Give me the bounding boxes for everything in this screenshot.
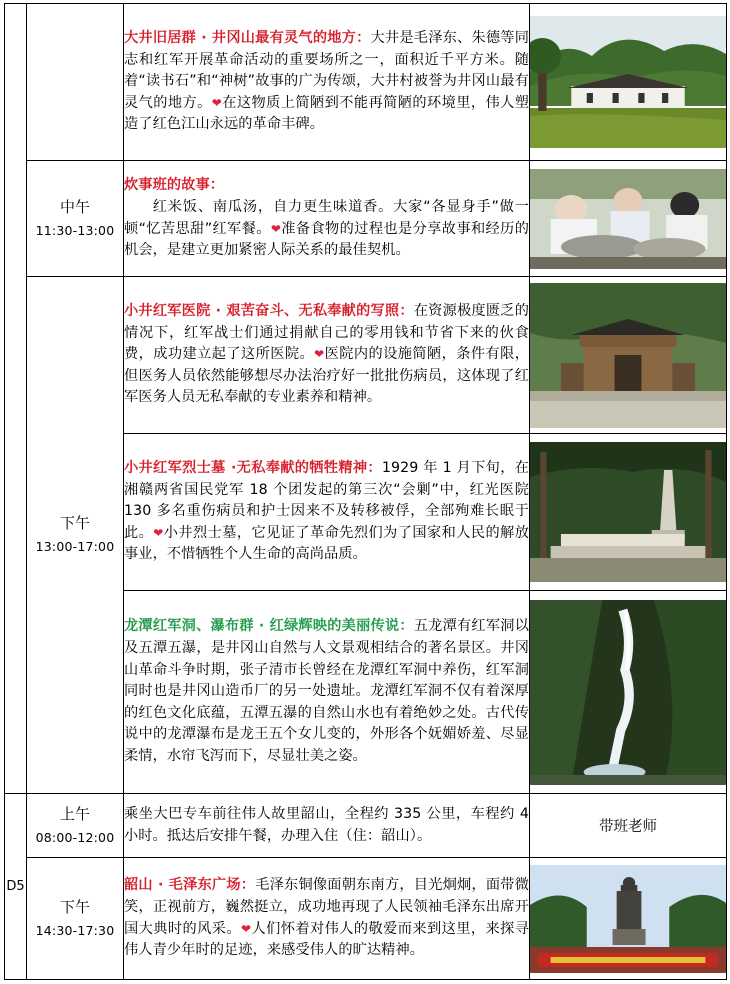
photo-cell [530,434,727,591]
cooking-photo-icon [530,169,726,269]
time-period: 下午 [59,514,90,532]
time-range: 11:30-13:00 [35,222,115,238]
heart-icon: ❤ [153,525,164,540]
village-photo-icon [530,16,726,148]
activity-dajing [124,4,530,161]
photo-cell [530,858,727,980]
day-label-d5: D5 [5,794,27,980]
waterfall-photo-icon [530,600,726,785]
time-period: 中午 [59,197,90,216]
time-range: 08:00-12:00 [35,829,115,845]
time-cell-empty [27,4,124,161]
activity-title: 炊事班的故事： [124,177,225,194]
activity-text: 红米饭、南瓜汤，自力更生味道香。大家“各显身手”做一顿“忆苦思甜”红军餐。 [124,198,529,237]
activity-title: 龙潭红军洞、瀑布群 · 红绿辉映的美丽传说： [124,618,414,635]
time-morning [27,794,124,858]
photo-cell [530,4,727,161]
activity-text: 毛泽东铜像面朝东南方，目光炯炯，面带微笑，正视前方，巍然挺立，成功地再现了人民领袖毛泽东出席开国大典时的风采。 [124,877,530,937]
table-row [5,794,727,858]
time-afternoon-1 [27,277,124,794]
table-row [5,277,727,434]
statue-photo-icon [530,865,726,973]
activity-bus [124,794,530,858]
activity-text: 在资源极度匮乏的情况下，红军战士们通过捐献自己的零用钱和节省下来的伙食费，成功建立起了这所医院。 [124,303,529,363]
activity-text: 在这物质上简陋到不能再简陋的环境里，伟人塑造了红色江山永远的革命丰碑。 [124,94,530,133]
table-row [5,4,727,161]
time-afternoon-2 [27,858,124,980]
time-range: 13:00-17:00 [35,539,115,554]
activity-shaoshan [124,858,530,980]
activity-text: 准备食物的过程也是分享故事和经历的机会，是建立更加紧密人际关系的最佳契机。 [124,220,530,259]
activity-title: 小井红军烈士墓 ·无私奉献的牺牲精神： [124,460,382,477]
teacher-cell: 带班老师 [530,794,727,858]
hospital-photo-icon [530,283,726,428]
heart-icon: ❤ [211,95,223,110]
photo-cell [530,161,727,277]
table-row [5,161,727,277]
activity-cemetery [124,434,530,591]
heart-icon: ❤ [241,921,252,936]
activity-text: 乘坐大巴专车前往伟人故里韶山，全程约 335 公里，车程约 4 小时。抵达后安排午餐，办理入住（住：韶山）。 [124,805,529,844]
activity-waterfall [124,591,530,794]
activity-title: 小井红军医院 · 艰苦奋斗、无私奉献的写照： [124,303,414,320]
activity-text: 人们怀着对伟人的敬爱而来到这里，来探寻伟人青少年时的足迹，来感受伟人的旷达精神。 [124,920,530,959]
time-range: 14:30-17:30 [35,922,115,938]
day-cell-empty [5,4,27,794]
activity-title: 大井旧居群 · 井冈山最有灵气的地方： [124,30,371,47]
activity-title: 韶山 · 毛泽东广场： [124,877,256,894]
time-noon [27,161,124,277]
activity-hospital [124,277,530,434]
activity-text: 小井烈士墓，它见证了革命先烈们为了国家和人民的解放事业，不惜牺牲个人生命的高尚品质。 [124,524,529,563]
heart-icon: ❤ [314,347,325,362]
memorial-photo-icon [530,442,726,582]
table-row [5,858,727,980]
time-period: 上午 [59,804,90,823]
activity-text: 医院内的设施简陋，条件有限，但医务人员依然能够想尽办法治疗好一批批伤病员，这体现了红军医务人员无私奉献的专业素养和精神。 [124,346,529,406]
activity-text: 五龙潭有红军洞以及五潭五瀑，是井冈山自然与人文景观相结合的著名景区。井冈山革命斗争时期，张子清市长曾经在龙潭红军洞中养伤，红军洞同时也是井冈山造币厂的另一处遗址。龙潭红军洞不仅有着深厚的红色文化底蕴，五潭五瀑的自然山水也有着绝妙之处。古代传说中的龙潭瀑布是龙王五个女儿变的，外形各个妩媚娇羞、尽显柔情，水帘飞泻而下，尽显壮美之姿。 [124,618,529,764]
activity-text: 大井是毛泽东、朱德等同志和红军开展革命活动的重要场所之一，面积近千平方米。随着“读书石”和“神树”故事的广为传颂，大井村被誉为井冈山最有灵气的地方。 [124,30,530,111]
heart-icon: ❤ [270,221,282,236]
photo-cell [530,277,727,434]
activity-text: 1929 年 1 月下旬，在湘赣两省国民党军 18 个团发起的第三次“会剿”中，红光医院 130 多名重伤病员和护士因来不及转移被俘，全部殉难长眠于此。 [124,460,530,541]
photo-cell [530,591,727,794]
activity-cooking [124,161,530,277]
itinerary-table [4,3,727,980]
time-period: 下午 [59,897,90,916]
